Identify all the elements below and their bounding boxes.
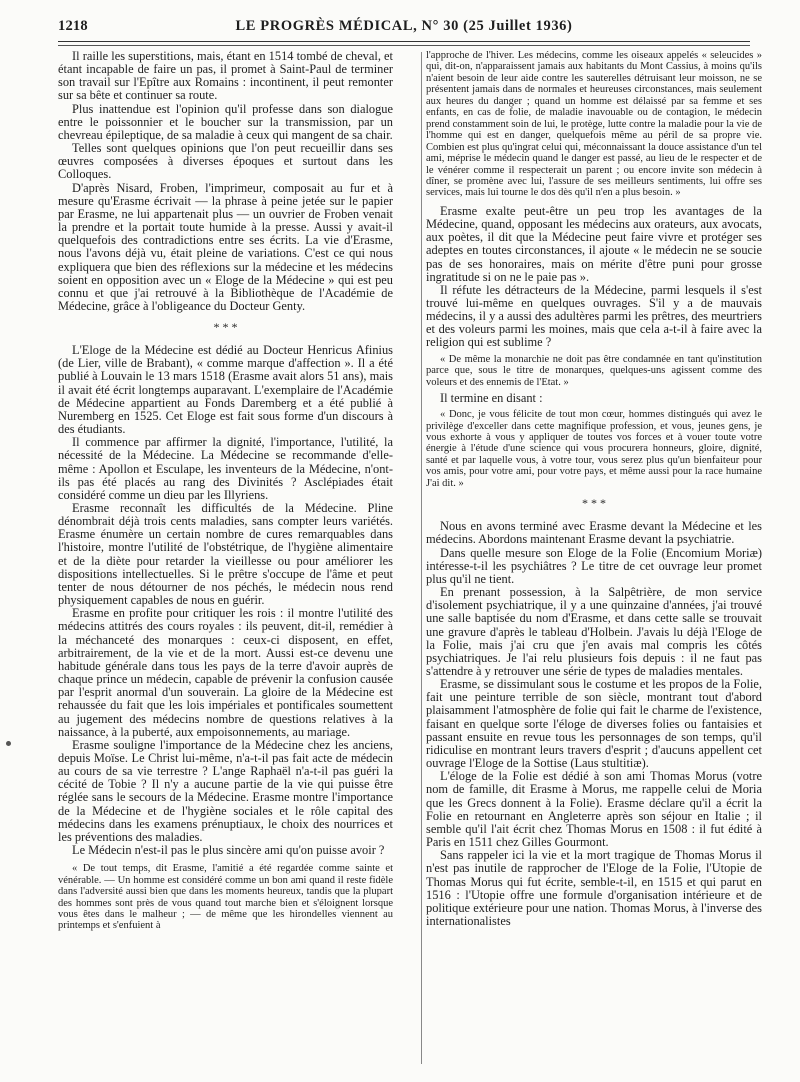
paragraph: Nous en avons terminé avec Erasme devant la Médecine et les médecins. Abordons maintenant Erasme devant la psychiatrie. (426, 519, 762, 547)
paragraph: Sans rappeler ici la vie et la mort tragique de Thomas Morus il n'est pas inutile de rapprocher de l'Eloge de la Folie, l'Utopie de Thomas Morus qui fut écrite, semble-t-il, en 1515 et qui parut en 1516 : l'Utopie offre une formule d'organisation intérieure et de politique extérieure pour une nation. Thomas Morus, à l'inverse des internationalistes (426, 848, 762, 928)
quotation: « De tout temps, dit Erasme, l'amitié a été regardée comme sainte et vénérable. — Un homme est considéré comme un bon ami quand il reste fidèle dans l'adversité aussi bien que dans les moments heureux, tandis que la plupart des hommes sont près de vous quand tout marche bien et s'éloignent lorsque vous êtes dans le malheur ; — de même que les hirondelles viennent au printemps et s'enfuient à (58, 863, 393, 932)
paragraph: Erasme souligne l'importance de la Médecine chez les anciens, depuis Moïse. Le Christ lui-même, n'a-t-il pas fait acte de médecin au cours de sa vie terrestre ? L'ange Raphaël n'a-t-il pas guéri la cécité de Tobie ? Il n'y a aucune partie de la vie qui puisse être réglée sans le secours de la Médecine. Erasme montre l'importance de la Médecine et de l'hygiène sociales et le rôle capital des médecins dans les examens prénuptiaux, le choix des nourrices et les préventions des maladies. (58, 737, 393, 844)
left-column (58, 50, 393, 1070)
column-separator (421, 52, 422, 1064)
paragraph: L'éloge de la Folie est dédié à son ami Thomas Morus (votre nom de famille, dit Erasme à Morus, me rappelle celui de Moria que les Grecs donnent à la Folie). Erasme déclare qu'il a écrit la Folie en retournant en Angleterre après son séjour en Italie ; il semble qu'il l'ait écrit chez Thomas Morus en 1508 : il fut édité à Paris en 1511 chez Gilles Gourmont. (426, 769, 762, 850)
journal-title: LE PROGRÈS MÉDICAL, N° 30 (25 Juillet 1936) (235, 18, 573, 34)
section-separator-stars: * * * (582, 496, 606, 511)
right-column (426, 50, 762, 1070)
paragraph: Plus inattendue est l'opinion qu'il professe dans son dialogue entre le poissonnier et le boucher sur la transmission, par un chevreau épileptique, de sa maladie à ceux qui mangent de sa chair. (58, 101, 393, 142)
header-rule-thin (58, 45, 750, 46)
paragraph: Il commence par affirmer la dignité, l'importance, l'utilité, la nécessité de la Médecine. La Médecine se recommande d'elle-même : Apollon et Esculape, les inventeurs de la Médecine, n'ont-ils pas été placés au rang des Divinités ? Asclépiades était considéré comme un dieu par les Illyriens. (58, 435, 393, 502)
paragraph: Le Médecin n'est-il pas le plus sincère ami qu'on puisse avoir ? (72, 843, 385, 858)
paragraph: D'après Nisard, Froben, l'imprimeur, composait au fur et à mesure qu'Erasme écrivait — la phrase à peine jetée sur le papier par Erasme, ne lui appartenait plus — un ouvrier de Froben venait la prendre et la portait toute humide à la presse. Aussi y avait-il quelquefois des contradictions entre ses écrits. La vie d'Erasme, nous l'avons déjà vu, était pleine de variations. C'est ce qui nous expliquera que bien des réflexions sur la médecine et les médecins soient en opposition avec un « Eloge de la Médecine » qui est peu connu et que j'ai retrouvé à la Bibliothèque de l'Académie de Médecine, grâce à l'obligeance du Docteur Genty. (58, 180, 393, 313)
header-rule-thick (58, 41, 750, 42)
quotation: « Donc, je vous félicite de tout mon cœur, hommes distingués qui avez le privilège d'exceller dans cette magnifique profession, et vous, jeunes gens, je vous exhorte à vous y appliquer de toutes vos forces et à vouer toute votre énergie à l'étude d'une science qui vous procurera honneurs, gloire, dignité, santé et par laquelle vous, à votre tour, vous serez plus qu'un bienfaiteur pour vos amis, pour votre ami, pour votre pays, et même aussi pour la race humaine J'ai dit. » (426, 409, 762, 489)
paragraph: Erasme exalte peut-être un peu trop les avantages de la Médecine, quand, opposant les médecins aux orateurs, aux avocats, aux poètes, il dit que la Médecine peut faire vivre et protéger ses adeptes en toutes circonstances, il ajoute « le médecin ne se soucie pas de ses honoraires, mais on mérite d'être puni pour grosse ingratitude si on ne le paie pas ». (426, 203, 762, 284)
paragraph: Il raille les superstitions, mais, étant en 1514 tombé de cheval, et étant incapable de faire un pas, il promet à Saint-Paul de terminer son travail sur l'Epître aux Romains : incontinent, il peut remonter sur sa bête et continuer sa route. (58, 50, 393, 103)
paragraph: Il termine en disant : (440, 390, 543, 405)
paragraph: Erasme, se dissimulant sous le costume et les propos de la Folie, fait une peinture terrible de son siècle, montrant tout d'abord plaisamment l'atmosphère de folie qui fait le charme de l'existence, faisant en quelque sorte l'éloge de diverses folies ou fantaisies et passant ensuite en revue tous les personnages de son temps, qu'il ridiculise en montrant leurs travers d'esprit ; d'aucuns appellent cet ouvrage l'Eloge de la Sottise (Laus stultitiæ). (426, 677, 762, 771)
page-number: 1218 (58, 18, 88, 34)
paragraph: L'Eloge de la Médecine est dédié au Docteur Henricus Afinius (de Lier, ville de Brabant), « comme marque d'affection ». Il a été publié à Louvain le 13 mars 1518 (Erasme avait alors 51 ans), mais il avait été écrit longtemps auparavant. L'exemplaire de l'Académie de Médecine appartient au Fonds Daremberg et a été publié à Nuremberg en 1525. Cet Eloge est fait sous forme d'un discours à des étudiants. (58, 343, 393, 437)
section-separator-stars: * * * (213, 320, 238, 335)
margin-dot (6, 741, 11, 746)
paragraph: Telles sont quelques opinions que l'on peut recueillir dans ses œuvres composées à diverses époques et surtout dans les Colloques. (58, 141, 393, 182)
quotation: l'approche de l'hiver. Les médecins, comme les oiseaux appelés « seleucides » qui, dit-on, n'apparaissent jamais aux habitants du Mont Cassius, à moins qu'ils n'aient besoin de leur aide contre les sauterelles détruisant leur moisson, ne se présentent jamais dans de normales et heureuses circonstances, mais seulement aux heures du danger ; quand un homme est délaissé par sa femme et ses enfants, en cas de folie, de maladie inavouable ou de contagion, le médecin prend constamment soin de lui, le protège, lutte contre la maladie pour la vie de l'homme qui est en danger, quelquefois même au péril de sa propre vie. Combien est plus qu'ingrat celui qui, méconnaissant la douce assistance d'un tel ami, méprise le médecin quand le danger est passé, au lieu de le respecter et de le vénérer comme il respecterait un parent ; ou encore invite son médecin à dîner, se promène avec lui, l'assure de ses meilleurs sentiments, lui offre ses services, mais lui tourne le dos dès qu'il n'en a plus besoin. » (426, 50, 762, 199)
paragraph: Dans quelle mesure son Eloge de la Folie (Encomium Moriæ) intéresse-t-il les psychiâtres ? Le titre de cet ouvrage leur promet plus qu'il ne tient. (426, 545, 762, 586)
paragraph: Erasme reconnaît les difficultés de la Médecine. Pline dénombrait déjà trois cents maladies, sans compter leurs variétés. Erasme énumère un certain nombre de cures remarquables dans l'histoire, montre l'utilité de l'obstétrique, de l'hygiène alimentaire et de la diète pour retarder la vieillesse ou pour améliorer les dispositions intellectuelles. Si le prêtre s'occupe de l'âme et peut tenter de nous détourner de nos péchés, le médecin nous rend physiquement capables de nous en guérir. (58, 501, 393, 608)
running-header (58, 18, 750, 40)
paragraph: Il réfute les détracteurs de la Médecine, parmi lesquels il s'est trouvé lui-même en quelques ouvrages. S'il y a de mauvais médecins, il y a aussi des adultères parmi les prêtres, des meurtriers et des voleurs parmi les moines, mais que cela a-t-il à faire avec la religion qui est sublime ? (426, 282, 762, 350)
paragraph: En prenant possession, à la Salpêtrière, de mon service d'isolement psychiatrique, il y a une quinzaine d'années, j'ai trouvé une salle baptisée du nom d'Erasme, et dans cette salle se trouvait une gravure d'après le tableau d'Holbein. J'avais lu déjà l'Eloge de la Folie, mais j'ai cru que j'en avais mal compris les côtés psychiatriques. Je l'ai relu plusieurs fois depuis : il ne faut pas s'attendre à y retrouver une série de types de maladies mentales. (426, 585, 762, 679)
paragraph: Erasme en profite pour critiquer les rois : il montre l'utilité des médecins attitrés des cours royales : ils peuvent, dit-il, remédier à la méchanceté des monarques : ceux-ci disposent, en effet, arbitrairement, de la vie et de la mort. Aussi est-ce devenu une habitude générale dans tous les pays de la terre d'avoir auprès de chaque prince un médecin, capable de prévenir la confusion causée par l'esprit anormal d'un souverain. La gloire de la Médecine est rehaussée du fait que les lois impériales et pontificales soumettent au jugement des médecins nombre de questions relatives à la naissance, à la puberté, aux empoisonnements, au mariage. (58, 606, 393, 739)
quotation: « De même la monarchie ne doit pas être condamnée en tant qu'institution parce que, sous le titre de monarques, quelques-uns agissent comme des voleurs et des ennemis de l'Etat. » (426, 353, 762, 388)
